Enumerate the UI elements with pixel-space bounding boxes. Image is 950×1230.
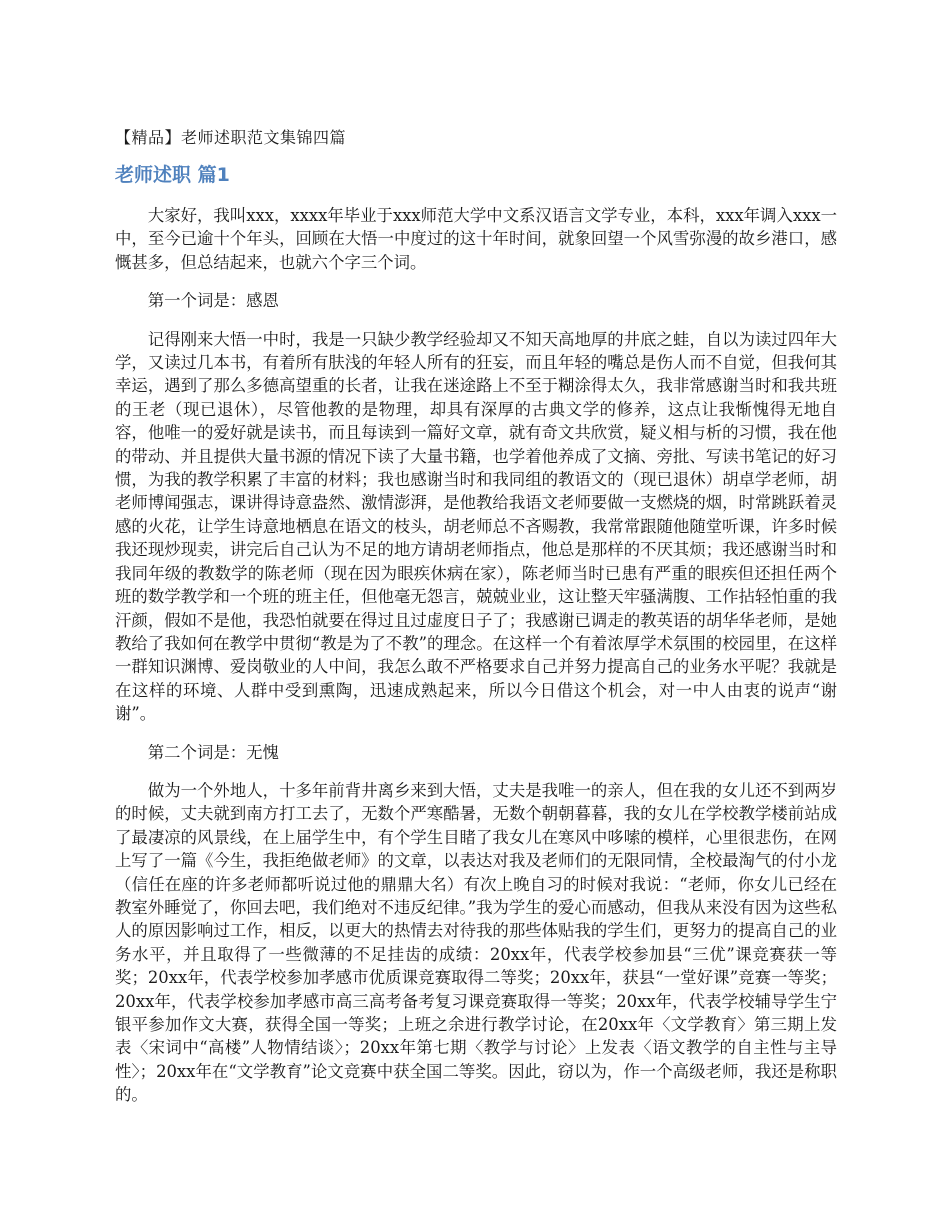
intro-paragraph: 大家好，我叫xxx，xxxx年毕业于xxx师范大学中文系汉语言文学专业，本科，xxx年调入xxx一中，至今已逾十个年头，回顾在大悟一中度过的这十年时间，就象回望一个风雪弥漫的故乡港口，感慨甚多，但总结起来，也就六个字三个词。 <box>115 206 837 272</box>
no-regret-paragraph: 做为一个外地人，十多年前背井离乡来到大悟，丈夫是我唯一的亲人，但在我的女儿还不到两岁的时候，丈夫就到南方打工去了，无数个严寒酷暑，无数个朝朝暮暮，我的女儿在学校教学楼前站成了最凄凉的风景线，在上届学生中，有个学生目睹了我女儿在寒风中哆嗦的模样，心里很悲伤，在网上写了一篇《今生，我拒绝做老师》的文章，以表达对我及老师们的无限同情，全校最淘气的付小龙（信任在座的许多老师都听说过他的鼎鼎大名）有次上晚自习的时候对我说：“老师，你女儿已经在教室外睡觉了，你回去吧，我们绝对不违反纪律。”我为学生的爱心而感动，但我从来没有因为这些私人的原因影响过工作，相反，以更大的热情去对待我的那些体贴我的学生们，更努力的提高自己的业务水平，并且取得了一些微薄的不足挂齿的成绩：20xx年，代表学校参加县“三优”课竞赛获一等奖；20xx年，代表学校参加孝感市优质课竞赛取得二等奖；20xx年，获县“一堂好课”竞赛一等奖；20xx年，代表学校参加孝感市高三高考备考复习课竞赛取得一等奖；20xx年，代表学校辅导学生宁银平参加作文大赛，获得全国一等奖；上班之余进行教学讨论，在20xx年〈文学教育〉第三期上发表〈宋词中“高楼”人物情结谈〉；20xx年第七期〈教学与讨论〉上发表〈语文教学的自主性与主导性〉；20xx年在“文学教育”论文竞赛中获全国二等奖。因此，窃以为，作一个高级老师，我还是称职的。 <box>115 780 837 1105</box>
subheading-no-regret: 第二个词是：无愧 <box>147 742 279 762</box>
subheading-gratitude: 第一个词是：感恩 <box>147 291 279 311</box>
document-page <box>115 126 837 1122</box>
section-heading: 老师述职 篇1 <box>115 164 230 186</box>
gratitude-paragraph: 记得刚来大悟一中时，我是一只缺少教学经验却又不知天高地厚的井底之蛙，自以为读过四年大学，又读过几本书，有着所有肤浅的年轻人所有的狂妄，而且年轻的嘴总是伤人而不自觉，但我何其幸运，遇到了那么多德高望重的长者，让我在迷途路上不至于糊涂得太久，我非常感谢当时和我共班的王老（现已退休），尽管他教的是物理，却具有深厚的古典文学的修养，这点让我惭愧得无地自容，他唯一的爱好就是读书，而且每读到一篇好文章，就有奇文共欣赏，疑义相与析的习惯，我在他的带动、并且提供大量书源的情况下读了大量书籍，也学着他养成了文摘、旁批、写读书笔记的好习惯，为我的教学积累了丰富的材料；我也感谢当时和我同组的教语文的（现已退休）胡卓学老师，胡老师博闻强志，课讲得诗意盎然、激情澎湃，是他教给我语文老师要做一支燃烧的烟，时常跳跃着灵感的火花，让学生诗意地栖息在语文的枝头，胡老师总不吝赐教，我常常跟随他随堂听课，许多时候我还现炒现卖，讲完后自己认为不足的地方请胡老师指点，他总是那样的不厌其烦；我还感谢当时和我同年级的教数学的陈老师（现在因为眼疾休病在家），陈老师当时已患有严重的眼疾但还担任两个班的数学教学和一个班的班主任，但他毫无怨言，兢兢业业，这让整天牢骚满腹、工作拈轻怕重的我汗颜，假如不是他，我恐怕就要在得过且过虚度日子了；我感谢已调走的教英语的胡华华老师，是她教给了我如何在教学中贯彻“教是为了不教”的理念。在这样一个有着浓厚学术氛围的校园里，在这样一群知识渊博、爱岗敬业的人中间，我怎么敢不严格要求自己并努力提高自己的业务水平呢？我就是在这样的环境、人群中受到熏陶，迅速成熟起来，所以今日借这个机会，对一中人由衷的说声“谢谢”。 <box>115 329 837 724</box>
document-title: 【精品】老师述职范文集锦四篇 <box>115 128 347 147</box>
